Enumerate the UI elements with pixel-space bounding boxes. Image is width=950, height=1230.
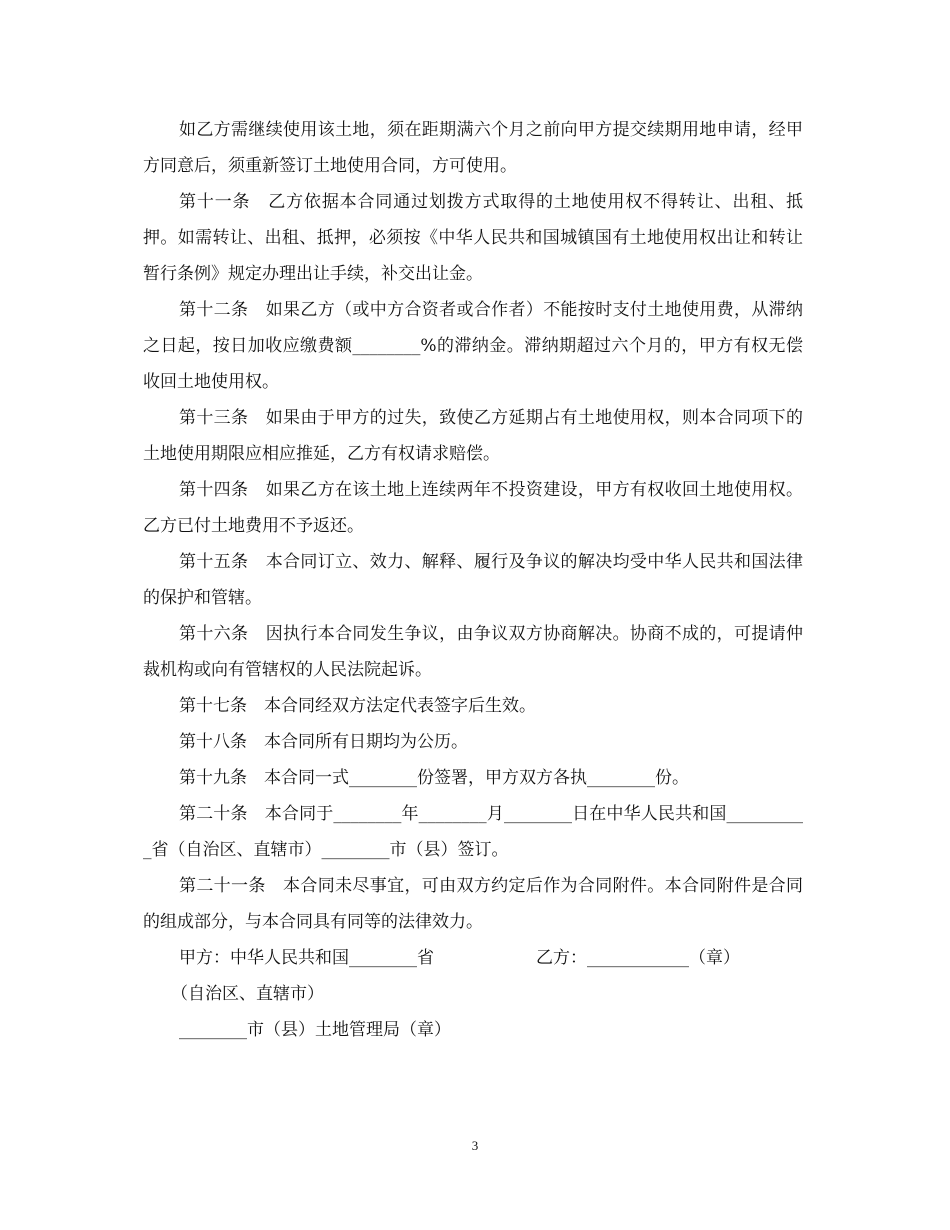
article-13: 第十三条 如果由于甲方的过失，致使乙方延期占有土地使用权，则本合同项下的土地使用期限应相应推延，乙方有权请求赔偿。 (143, 408, 803, 464)
party-a-region: （自治区、直辖市） (171, 984, 324, 1004)
article-20: 第二十条 本合同于________年________月________日在中华人民共和国__________省（自治区、直辖市）________市（县）签订。 (143, 804, 803, 860)
article-15: 第十五条 本合同订立、效力、解释、履行及争议的解决均受中华人民共和国法律的保护和管辖。 (143, 552, 803, 608)
article-17: 第十七条 本合同经双方法定代表签字后生效。 (179, 696, 536, 716)
article-18: 第十八条 本合同所有日期均为公历。 (179, 732, 468, 752)
article-21: 第二十一条 本合同未尽事宜，可由双方约定后作为合同附件。本合同附件是合同的组成部分，与本合同具有同等的法律效力。 (143, 876, 803, 932)
article-16: 第十六条 因执行本合同发生争议，由争议双方协商解决。协商不成的，可提请仲裁机构或向有管辖权的人民法院起诉。 (143, 624, 803, 680)
party-a-bureau: ________市（县）土地管理局（章） (179, 1020, 451, 1040)
article-14: 第十四条 如果乙方在该土地上连续两年不投资建设，甲方有权收回土地使用权。乙方已付土地费用不予返还。 (143, 480, 803, 536)
article-12: 第十二条 如果乙方（或中方合资者或合作者）不能按时支付土地使用费，从滞纳之日起，按日加收应缴费额________%的滞纳金。滞纳期超过六个月的，甲方有权无偿收回土地使用权。 (143, 300, 803, 392)
article-11: 第十一条 乙方依据本合同通过划拨方式取得的土地使用权不得转让、出租、抵押。如需转让、出租、抵押，必须按《中华人民共和国城镇国有土地使用权出让和转让暂行条例》规定办理出让手续，补交出让金。 (143, 192, 803, 284)
document-body (143, 112, 803, 1048)
party-a-signature: 甲方：中华人民共和国________省 (179, 948, 434, 968)
party-b-signature: 乙方：____________（章） (536, 948, 740, 968)
article-19: 第十九条 本合同一式________份签署，甲方双方各执________份。 (179, 768, 689, 788)
page-number: 3 (471, 1138, 479, 1153)
signature-row (143, 940, 803, 976)
paragraph-renewal: 如乙方需继续使用该土地，须在距期满六个月之前向甲方提交续期用地申请，经甲方同意后，须重新签订土地使用合同，方可使用。 (143, 120, 803, 176)
